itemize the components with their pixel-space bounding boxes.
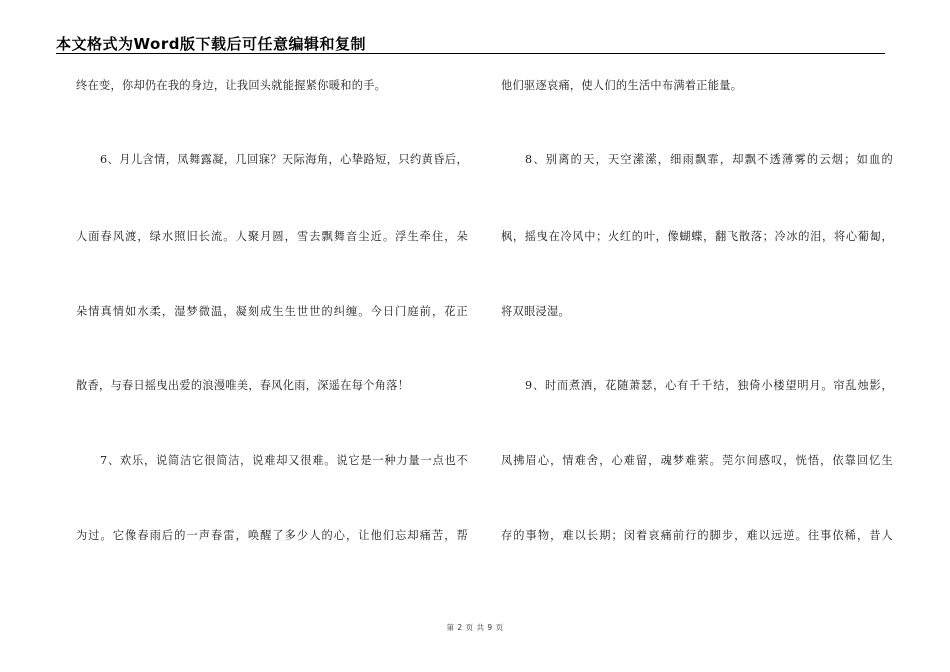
text-line: 将双眼浸湿。: [501, 305, 570, 318]
text-line: 他们驱逐哀痛，使人们的生活中布满着正能量。: [501, 79, 743, 92]
text-line: 7、欢乐，说简洁它很简洁，说难却又很难。说它是一种力量一点也不: [100, 454, 468, 467]
header-divider: [56, 53, 885, 54]
document-header-title: 本文格式为Word版下载后可任意编辑和复制: [56, 35, 366, 53]
text-line: 8、别离的天，天空潆潆，细雨飘霏，却飘不透薄雾的云烟；如血的: [525, 153, 893, 166]
text-line: 存的事物，难以长期；闵着哀痛前行的脚步，难以远逆。往事依稀，昔人: [501, 529, 893, 542]
text-line: 终在变，你却仍在我的身边，让我回头就能握紧你暖和的手。: [76, 79, 387, 92]
text-line: 凤拂眉心，情难舍，心难留，魂梦难萦。莞尔间感叹，恍悟，依靠回忆生: [501, 454, 893, 467]
text-line: 枫，摇曳在冷风中；火红的叶，像蝴蝶，翻飞散落；冷冰的泪，将心葡匐，: [501, 230, 893, 243]
text-line: 为过。它像春雨后的一声春雷，唤醒了多少人的心，让他们忘却痛苦，帮: [76, 529, 468, 542]
text-line: 人面春风渡，绿水照旧长流。人聚月圆，雪去飘舞音尘近。浮生牵住，朵: [76, 230, 468, 243]
text-line: 朵情真情如水柔，湿梦微温，凝刻成生生世世的纠缠。今日门庭前，花正: [76, 305, 468, 318]
page-number-footer: 第 2 页 共 9 页: [446, 623, 504, 632]
text-line: 散香，与春日摇曳出爱的浪漫唯美，春风化雨，深遥在每个角落！: [76, 379, 410, 392]
text-line: 6、月儿含情，凤舞露凝，几回寐？天际海角，心挚路短，只约黄昏后，: [100, 153, 468, 166]
text-line: 9、时而煮酒，花随萧瑟，心有千千结，独倚小楼望明月。帘乱烛影，: [525, 379, 893, 392]
